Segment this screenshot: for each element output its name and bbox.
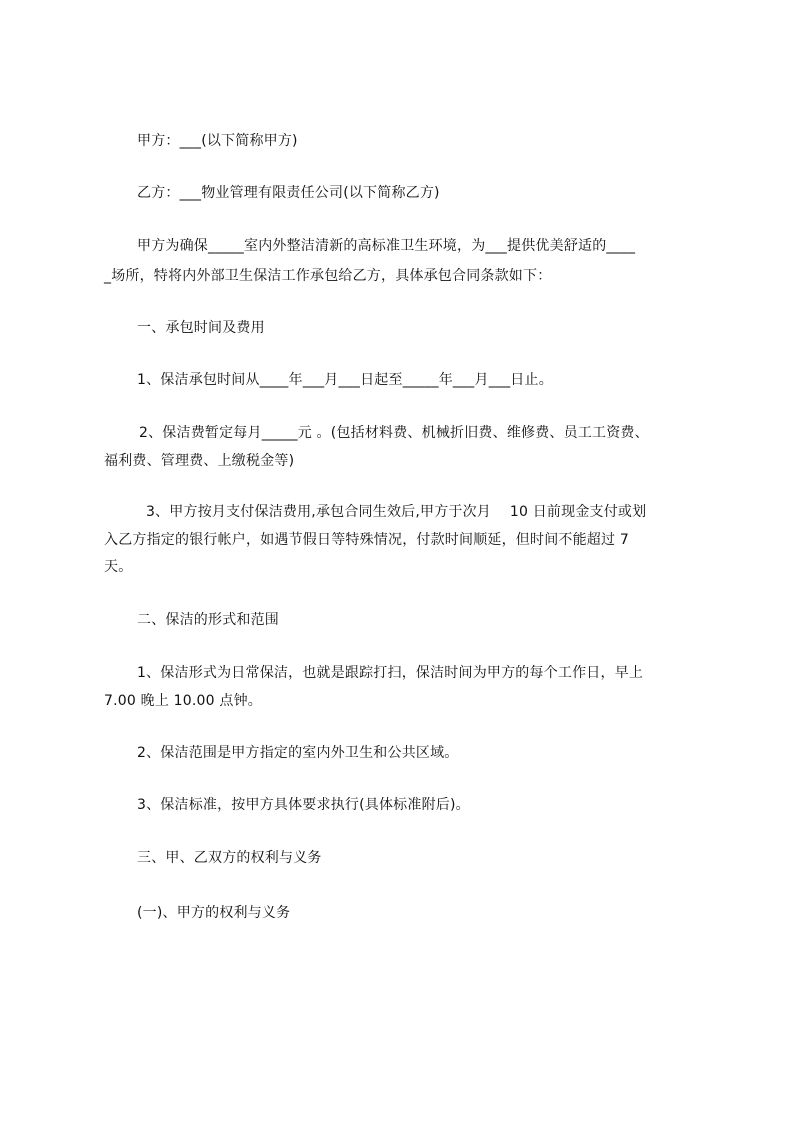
section-1-item-3-line-1: 3、甲方按月支付保洁费用,承包合同生效后,甲方于次月 10 日前现金支付或划 [146,504,647,520]
section-3-subsection-1-title: (一)、甲方的权利与义务 [137,905,291,921]
section-1-item-3-line-2: 入乙方指定的银行帐户，如遇节假日等特殊情况，付款时间顺延，但时间不能超过 7 [104,532,629,548]
section-3-title: 三、甲、乙双方的权利与义务 [137,850,322,866]
section-2-title: 二、保洁的形式和范围 [137,612,279,628]
section-1-title: 一、承包时间及费用 [137,320,265,336]
party-a-line: 甲方：___(以下简称甲方) [137,133,298,149]
section-2-item-2: 2、保洁范围是甲方指定的室内外卫生和公共区域。 [137,745,459,761]
preamble-line-2: _场所，特将内外部卫生保洁工作承包给乙方，具体承包合同条款如下： [104,268,552,284]
section-2-item-1-line-1: 1、保洁形式为日常保洁，也就是跟踪打扫，保洁时间为甲方的每个工作日，早上 [137,665,644,681]
section-1-item-2-line-2: 福利费、管理费、上缴税金等) [104,453,295,469]
preamble-line-1: 甲方为确保_____室内外整洁清新的高标准卫生环境，为___提供优美舒适的____ [137,238,636,254]
section-1-item-1: 1、保洁承包时间从____年___月___日起至_____年___月___日止。 [137,372,553,388]
party-b-line: 乙方：___物业管理有限责任公司(以下简称乙方) [137,185,440,201]
section-2-item-3: 3、保洁标准，按甲方具体要求执行(具体标准附后)。 [137,797,470,813]
section-1-item-3-line-3: 天。 [104,559,133,575]
section-1-item-2-line-1: 2、保洁费暂定每月_____元 。(包括材料费、机械折旧费、维修费、员工工资费、 [139,425,649,441]
section-2-item-1-line-2: 7.00 晚上 10.00 点钟。 [104,693,263,709]
